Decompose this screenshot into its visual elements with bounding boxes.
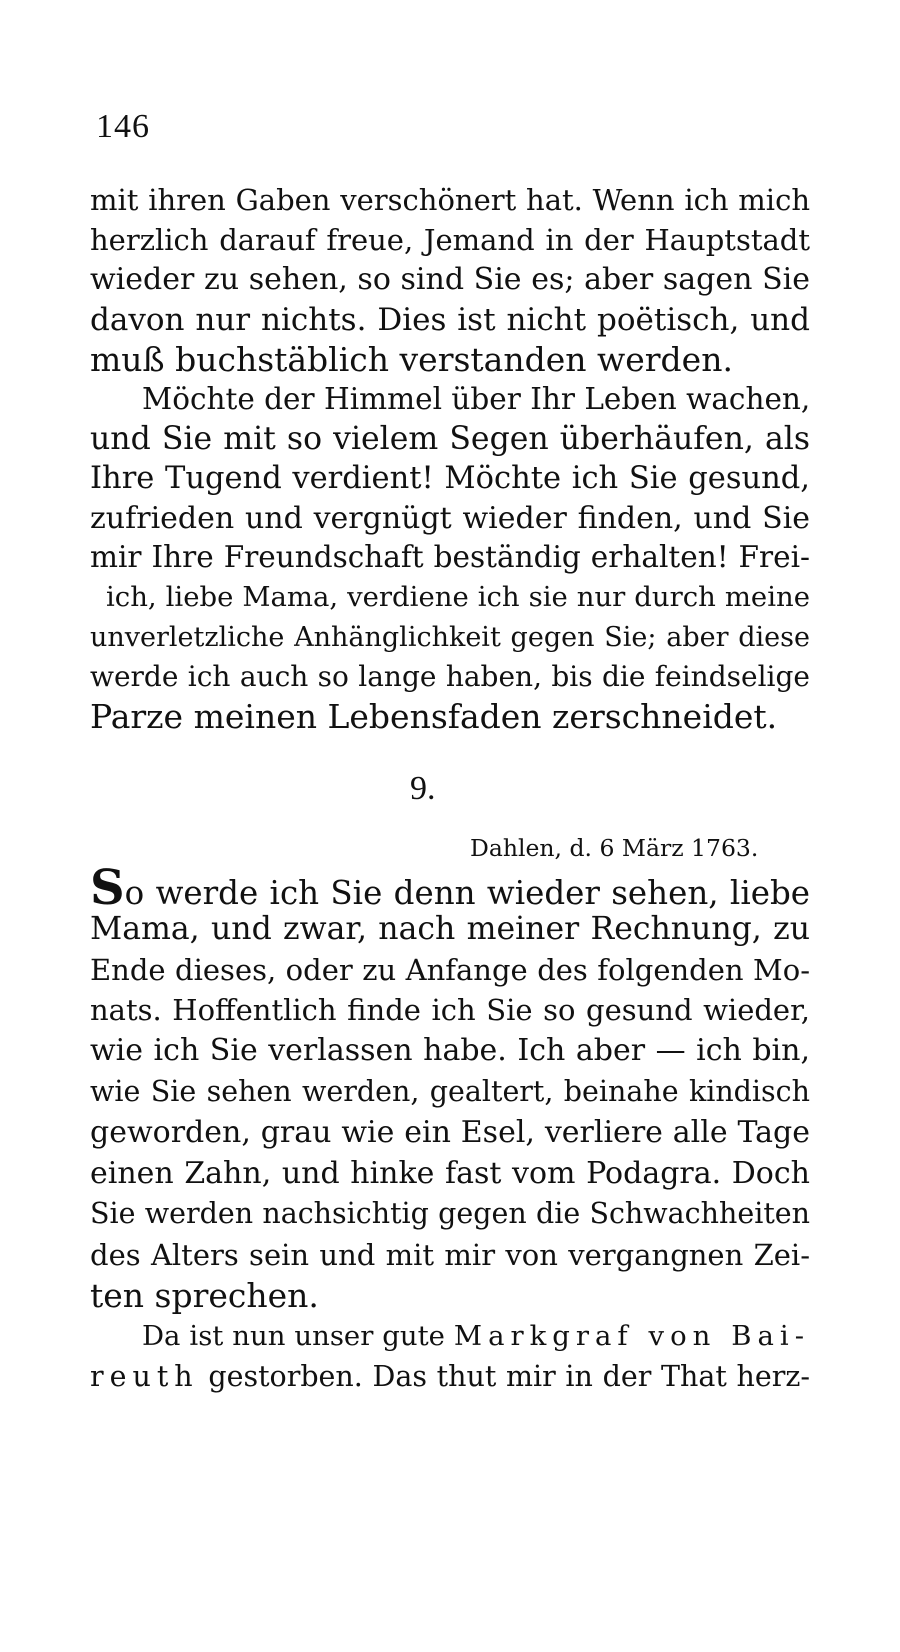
text-line: Möchte der Himmel über Ihr Leben wachen, — [142, 382, 811, 416]
text-line: Sie werden nachsichtig gegen die Schwachheiten — [90, 1197, 810, 1231]
text-line: wieder zu sehen, so sind Sie es; aber sagen Sie — [90, 262, 810, 297]
text-line: wie ich Sie verlassen habe. Ich aber — ich bin, — [90, 1033, 810, 1069]
text-line: geworden, grau wie ein Esel, verliere alle Tage — [90, 1114, 810, 1150]
text-line: mit ihren Gaben verschönert hat. Wenn ich mich — [90, 183, 810, 217]
text-line: des Alters sein und mit mir von vergangnen Zei- — [90, 1238, 810, 1273]
text-line: Mama, und zwar, nach meiner Rechnung, zu — [90, 910, 810, 947]
text-line — [90, 1357, 810, 1398]
text-line: Parze meinen Lebensfaden zerschneidet. — [90, 696, 778, 736]
text-line: zufrieden und vergnügt wieder finden, und Sie — [90, 500, 810, 536]
first-line-text: o werde ich Sie denn wieder sehen, liebe — [124, 874, 810, 912]
text-line-first — [90, 860, 810, 916]
text-line: muß buchstäblich verstanden werden. — [90, 340, 733, 379]
paragraph-wishes — [90, 380, 810, 736]
page-number: 146 — [96, 108, 150, 145]
text-line: herzlich darauf freue, Jemand in der Hauptstadt — [90, 223, 810, 257]
text-line: nats. Hoffentlich finde ich Sie so gesund wieder, — [90, 993, 810, 1028]
text-line: werde ich auch so lange haben, bis die feindselige — [90, 660, 810, 694]
text-line: unverletzliche Anhänglichkeit gegen Sie; aber diese — [90, 621, 810, 653]
text-line: davon nur nichts. Dies ist nicht poëtisch, und — [90, 302, 810, 338]
text-line: ich, liebe Mama, verdiene ich sie nur durch meine — [106, 580, 810, 613]
text-line: ten sprechen. — [90, 1275, 319, 1315]
paragraph-continuation — [90, 180, 810, 380]
text-line: Ende dieses, oder zu Anfange des folgenden Mo- — [90, 952, 810, 987]
drop-cap: S — [90, 860, 125, 916]
text-line: wie Sie sehen werden, gealtert, beinahe kindisch — [90, 1074, 810, 1108]
letter-number: 9. — [410, 770, 436, 807]
letter-paragraph-2 — [90, 1316, 810, 1398]
text-line: Ihre Tugend verdient! Möchte ich Sie gesund, — [90, 461, 810, 497]
letter-dateline: Dahlen, d. 6 März 1763. — [470, 834, 759, 862]
text-segment: Da ist nun unser gute — [142, 1320, 454, 1352]
text-line: und Sie mit so vielem Segen überhäufen, als — [90, 420, 810, 457]
spaced-name: Markgraf von Bai- — [453, 1320, 810, 1352]
text-segment: gestorben. Das thut mir in der That herz- — [198, 1359, 810, 1393]
spaced-name: reuth — [90, 1359, 199, 1393]
text-line: einen Zahn, und hinke fast vom Podagra. Doch — [90, 1155, 810, 1191]
text-line: mir Ihre Freundschaft beständig erhalten! Frei- — [90, 540, 810, 575]
letter-paragraph-1 — [90, 860, 810, 1317]
text-line — [90, 1316, 810, 1357]
